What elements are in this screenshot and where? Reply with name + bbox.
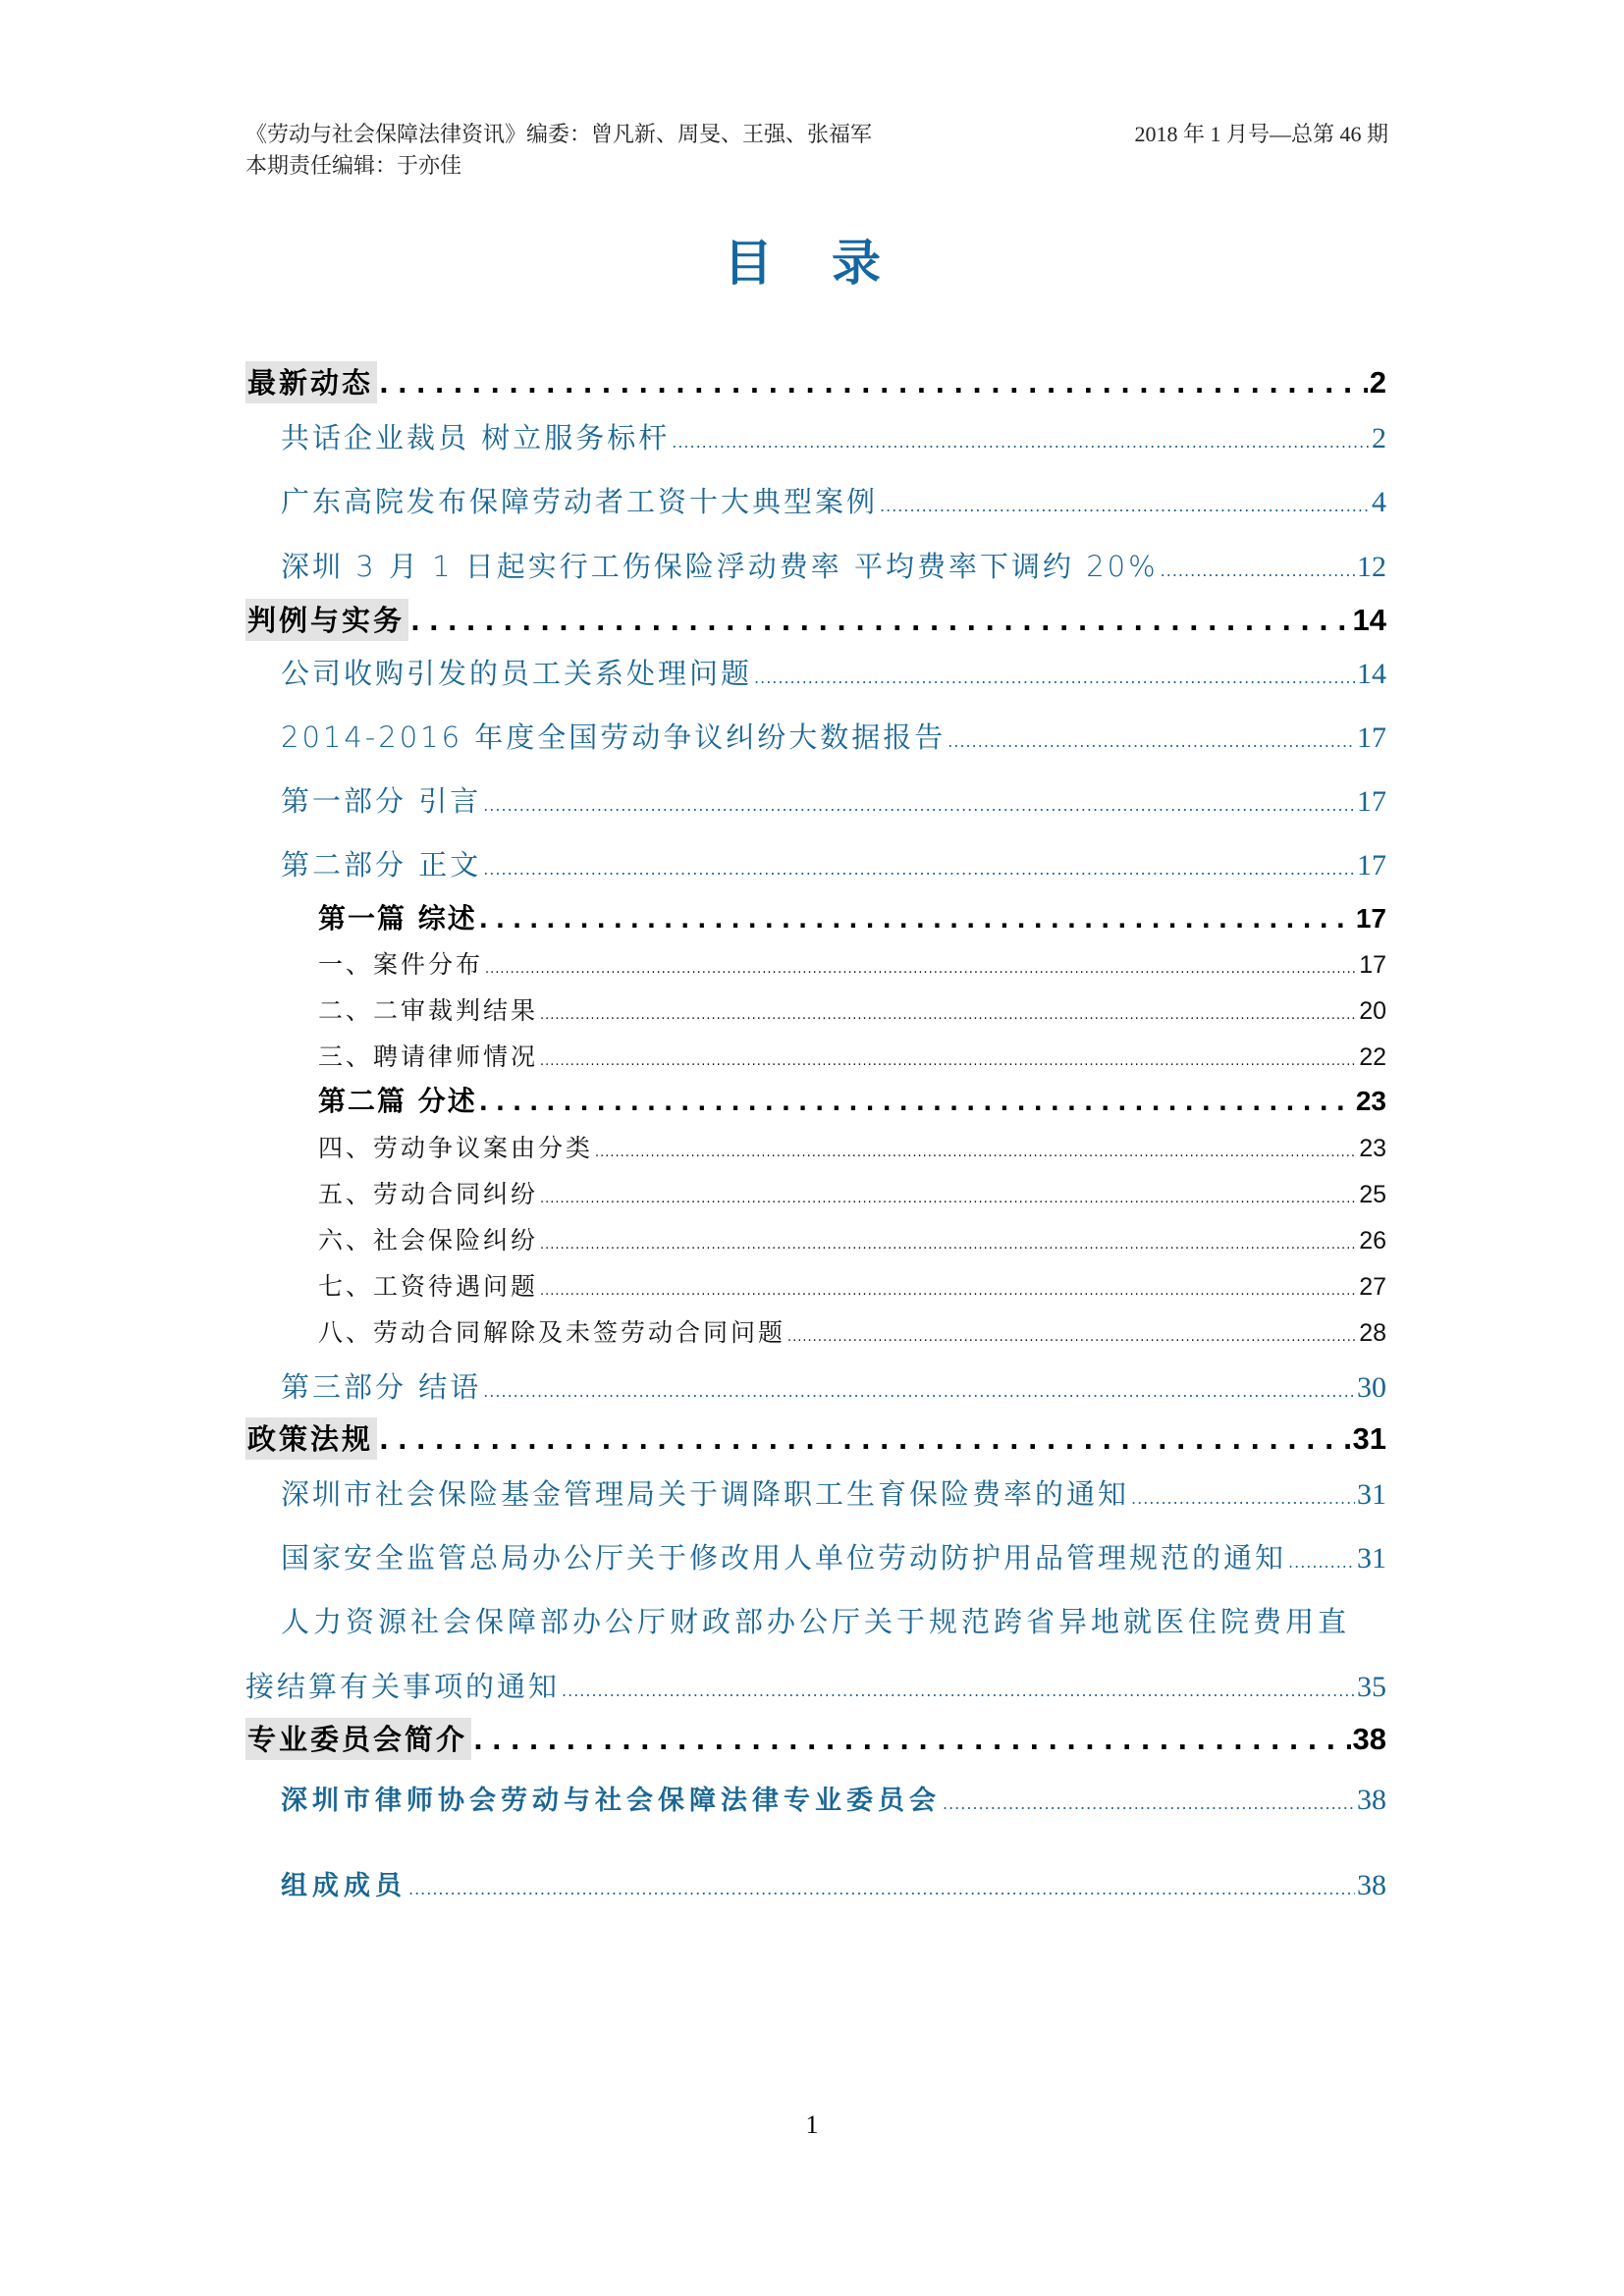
dot-leader bbox=[479, 1089, 1354, 1116]
issue-info: 2018 年 1 月号—总第 46 期 bbox=[1134, 122, 1388, 146]
toc-entry-text: 一、案件分布 bbox=[318, 950, 484, 979]
toc-entry-text: 六、社会保险纠纷 bbox=[318, 1226, 539, 1255]
toc-entry[interactable] bbox=[245, 716, 1386, 756]
toc-page-number: 17 bbox=[1359, 951, 1386, 979]
toc-entry[interactable] bbox=[245, 480, 1386, 520]
toc-entry-text: 广东高院发布保障劳动者工资十大典型案例 bbox=[281, 485, 879, 518]
dot-leader bbox=[410, 608, 1351, 637]
toc-section-heading[interactable] bbox=[245, 599, 1386, 641]
editorial-board: 《劳动与社会保障法律资讯》编委：曾凡新、周旻、王强、张福军 bbox=[245, 122, 873, 146]
toc-entry-text[interactable]: 人力资源社会保障部办公厅财政部办公厅关于规范跨省异地就医住院费用直 bbox=[281, 1605, 1351, 1638]
toc-page-number: 38 bbox=[1357, 1784, 1386, 1816]
toc-entry-text: 最新动态 bbox=[245, 361, 377, 403]
dot-leader bbox=[540, 1054, 1357, 1069]
toc-item[interactable] bbox=[245, 1221, 1386, 1256]
toc-entry[interactable] bbox=[245, 416, 1386, 456]
toc-entry-text: 政策法规 bbox=[245, 1417, 377, 1460]
toc-page-number: 12 bbox=[1357, 551, 1386, 583]
toc-page-number: 25 bbox=[1359, 1181, 1386, 1208]
toc-entry-text: 第二部分 正文 bbox=[281, 848, 482, 881]
toc-page-number: 14 bbox=[1357, 658, 1386, 690]
toc-entry-text: 三、聘请律师情况 bbox=[318, 1042, 539, 1071]
toc-page-number: 28 bbox=[1359, 1319, 1386, 1347]
toc-page-number: 2 bbox=[1369, 365, 1386, 400]
toc-entry-text: 第一部分 引言 bbox=[281, 784, 482, 818]
toc-page-number: 2 bbox=[1372, 422, 1386, 454]
toc-entry-text: 深圳市社会保险基金管理局关于调降职工生育保险费率的通知 bbox=[281, 1477, 1130, 1511]
toc-page-number: 26 bbox=[1359, 1227, 1386, 1255]
dot-leader bbox=[483, 796, 1355, 815]
dot-leader bbox=[540, 1192, 1357, 1206]
dot-leader bbox=[672, 433, 1370, 452]
toc-entry-continuation: 接结算有关事项的通知 bbox=[245, 1670, 561, 1703]
toc-entry[interactable] bbox=[245, 1864, 1386, 1902]
toc-subpart[interactable] bbox=[245, 897, 1386, 936]
dot-leader bbox=[483, 860, 1355, 879]
toc-subpart[interactable] bbox=[245, 1080, 1386, 1119]
toc-item[interactable] bbox=[245, 991, 1386, 1027]
dot-leader bbox=[473, 1727, 1351, 1756]
dot-leader bbox=[754, 668, 1355, 687]
toc-entry-text: 七、工资待遇问题 bbox=[318, 1272, 539, 1301]
toc-section-heading[interactable] bbox=[245, 1417, 1386, 1460]
dot-leader bbox=[408, 1880, 1355, 1898]
toc-page-number: 17 bbox=[1357, 721, 1386, 754]
toc-page-number: 31 bbox=[1357, 1478, 1386, 1511]
dot-leader bbox=[943, 1794, 1355, 1813]
toc-entry[interactable] bbox=[245, 1365, 1386, 1406]
toc-item[interactable] bbox=[245, 1129, 1386, 1164]
toc-page-number: 14 bbox=[1352, 603, 1386, 637]
dot-leader bbox=[540, 1008, 1357, 1023]
toc-entry-text: 四、劳动争议案由分类 bbox=[318, 1134, 594, 1162]
toc-entry-text: 判例与实务 bbox=[245, 599, 408, 641]
dot-leader bbox=[479, 906, 1354, 934]
dot-leader bbox=[880, 497, 1370, 515]
toc-entry-text: 公司收购引发的员工关系处理问题 bbox=[281, 657, 753, 690]
dot-leader bbox=[1131, 1489, 1355, 1508]
toc-entry-text: 二、二审裁判结果 bbox=[318, 996, 539, 1025]
dot-leader bbox=[379, 370, 1368, 400]
dot-leader bbox=[485, 962, 1357, 977]
toc-entry-text: 共话企业裁员 树立服务标杆 bbox=[281, 421, 671, 454]
toc-entry[interactable] bbox=[245, 1536, 1386, 1576]
toc-page-number: 38 bbox=[1352, 1722, 1386, 1756]
toc-page-number: 23 bbox=[1355, 1086, 1386, 1116]
toc-page-number: 35 bbox=[1357, 1671, 1386, 1703]
toc-page-number: 17 bbox=[1357, 849, 1386, 881]
page-number: 1 bbox=[805, 2110, 819, 2139]
toc-page-number: 20 bbox=[1359, 997, 1386, 1025]
toc-entry-text: 组成成员 bbox=[281, 1871, 406, 1901]
toc-page-number: 17 bbox=[1355, 903, 1386, 934]
toc-page-number: 31 bbox=[1357, 1542, 1386, 1575]
toc-item[interactable] bbox=[245, 945, 1386, 981]
toc-entry-text: 国家安全监管总局办公厅关于修改用人单位劳动防护用品管理规范的通知 bbox=[281, 1541, 1287, 1575]
toc-entry-text: 五、劳动合同纠纷 bbox=[318, 1180, 539, 1208]
dot-leader bbox=[562, 1682, 1355, 1700]
toc-page-number: 23 bbox=[1359, 1135, 1386, 1162]
toc-entry-text: 第三部分 结语 bbox=[281, 1370, 482, 1404]
toc-entry-text: 2014-2016 年度全国劳动争议纠纷大数据报告 bbox=[281, 721, 947, 754]
toc-page-number: 31 bbox=[1352, 1421, 1386, 1456]
responsible-editor: 本期责任编辑：于亦佳 bbox=[245, 153, 462, 178]
toc-page-number: 4 bbox=[1372, 486, 1386, 518]
toc-entry-text: 八、劳动合同解除及未签劳动合同问题 bbox=[318, 1318, 786, 1347]
dot-leader bbox=[540, 1238, 1357, 1253]
toc-entry[interactable] bbox=[245, 1665, 1386, 1705]
toc-page-number: 17 bbox=[1357, 785, 1386, 818]
toc-entry-text: 第二篇 分述 bbox=[318, 1085, 477, 1117]
toc-title: 目录 bbox=[724, 235, 940, 292]
dot-leader bbox=[787, 1330, 1357, 1345]
toc-entry-text: 深圳 3 月 1 日起实行工伤保险浮动费率 平均费率下调约 20% bbox=[281, 550, 1159, 583]
dot-leader bbox=[947, 732, 1355, 751]
toc-entry-text: 专业委员会简介 bbox=[245, 1718, 471, 1760]
toc-page-number: 22 bbox=[1359, 1043, 1386, 1071]
toc-section-heading[interactable] bbox=[245, 361, 1386, 403]
toc-item[interactable] bbox=[245, 1313, 1386, 1349]
toc-item[interactable] bbox=[245, 1267, 1386, 1303]
toc-item[interactable] bbox=[245, 1038, 1386, 1073]
toc-page-number: 27 bbox=[1359, 1273, 1386, 1301]
dot-leader bbox=[595, 1146, 1357, 1160]
toc-entry[interactable] bbox=[245, 843, 1386, 883]
dot-leader bbox=[1288, 1553, 1355, 1572]
toc-entry[interactable] bbox=[245, 545, 1386, 585]
toc-entry-text: 第一篇 综述 bbox=[318, 902, 477, 934]
toc-entry[interactable] bbox=[245, 779, 1386, 820]
dot-leader bbox=[540, 1284, 1357, 1299]
toc-entry-text: 深圳市律师协会劳动与社会保障法律专业委员会 bbox=[281, 1786, 941, 1816]
dot-leader bbox=[1161, 561, 1355, 580]
toc-entry[interactable] bbox=[245, 652, 1386, 692]
dot-leader bbox=[379, 1426, 1351, 1456]
toc-item[interactable] bbox=[245, 1175, 1386, 1210]
dot-leader bbox=[483, 1382, 1355, 1401]
toc-page-number: 38 bbox=[1357, 1869, 1386, 1901]
toc-entry[interactable] bbox=[245, 1779, 1386, 1817]
toc-entry[interactable] bbox=[245, 1472, 1386, 1513]
toc-page-number: 30 bbox=[1357, 1371, 1386, 1404]
toc-section-heading[interactable] bbox=[245, 1718, 1386, 1760]
